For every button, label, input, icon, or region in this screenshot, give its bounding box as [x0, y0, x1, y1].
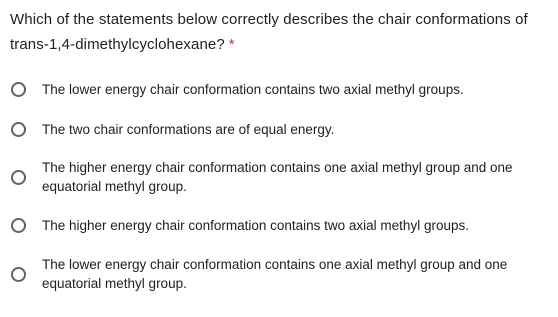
- radio-unchecked-icon[interactable]: [11, 170, 26, 185]
- question-text: Which of the statements below correctly describes the chair conformations of trans-1,4-dimethylcyclohexane?: [10, 11, 528, 53]
- option-1[interactable]: [0, 80, 558, 100]
- option-4[interactable]: [0, 216, 558, 236]
- option-label: The higher energy chair conformation contains two axial methyl groups.: [42, 218, 469, 233]
- option-2[interactable]: [0, 120, 558, 140]
- option-5[interactable]: [0, 255, 558, 295]
- required-marker: *: [228, 36, 235, 53]
- radio-unchecked-icon[interactable]: [11, 267, 26, 282]
- radio-unchecked-icon[interactable]: [11, 82, 26, 97]
- option-3[interactable]: [0, 158, 558, 198]
- option-label: The higher energy chair conformation contains one axial methyl group and one equatorial methyl group.: [42, 160, 513, 194]
- question-title: [10, 7, 550, 57]
- radio-unchecked-icon[interactable]: [11, 122, 26, 137]
- option-label: The lower energy chair conformation contains one axial methyl group and one equatorial methyl group.: [42, 257, 508, 291]
- option-label: The two chair conformations are of equal energy.: [42, 122, 335, 137]
- radio-unchecked-icon[interactable]: [11, 218, 26, 233]
- option-label: The lower energy chair conformation contains two axial methyl groups.: [42, 82, 464, 97]
